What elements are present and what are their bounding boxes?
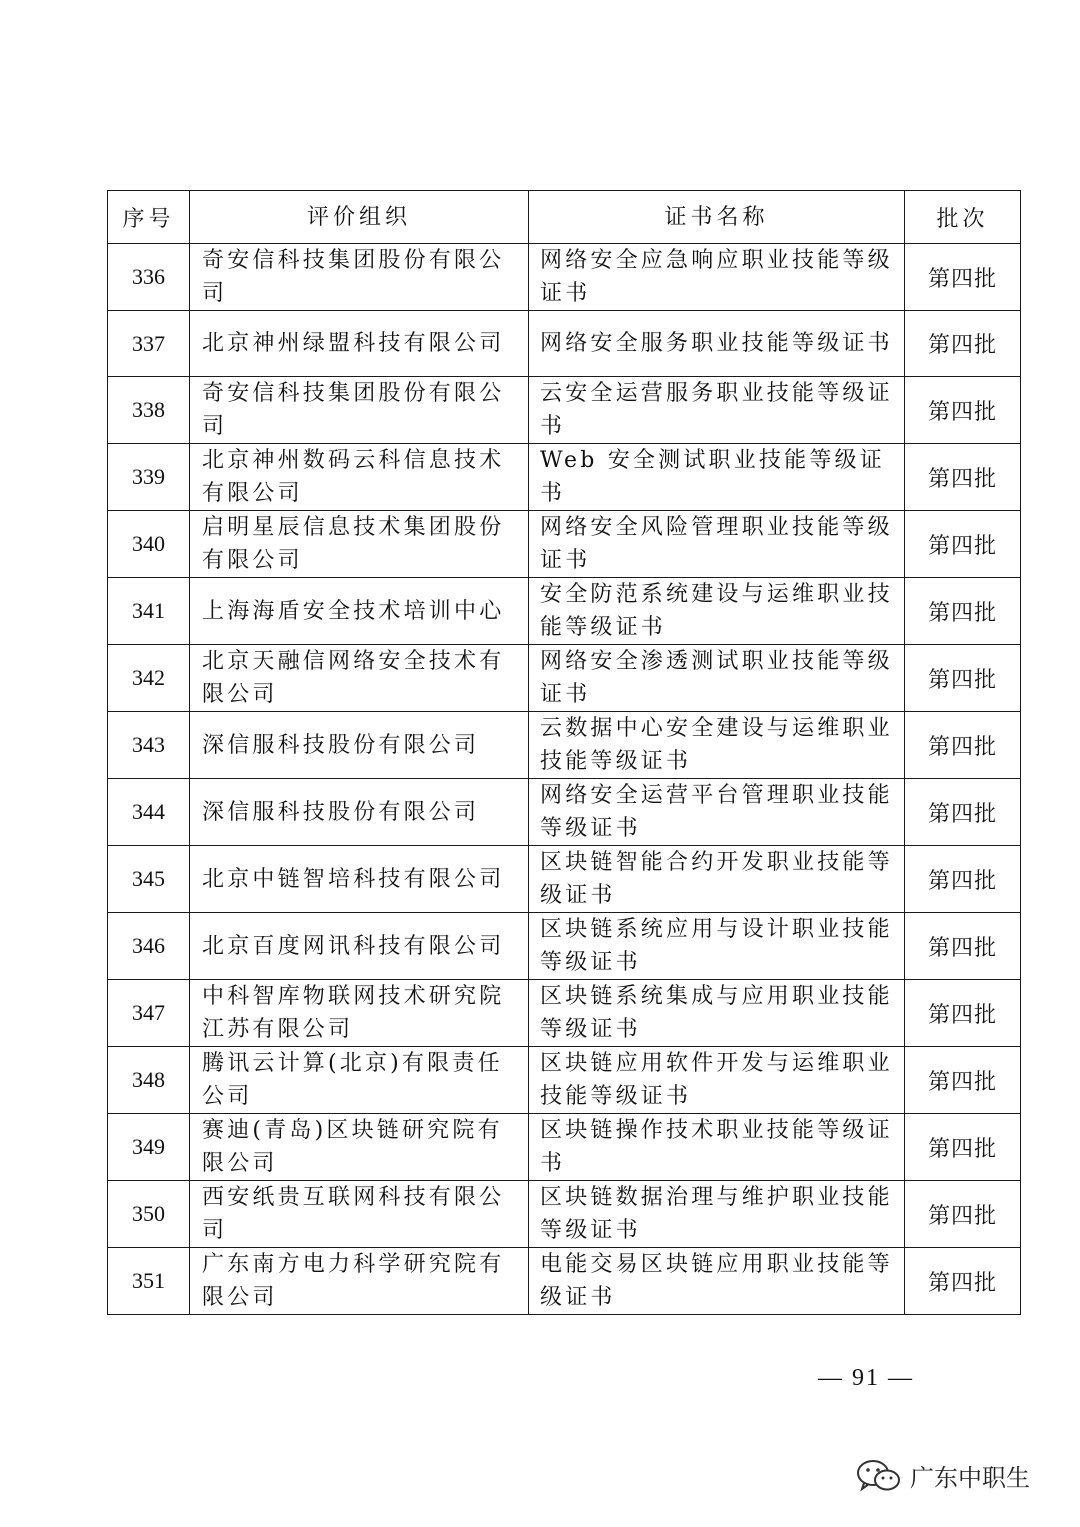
row-organization: 北京神州绿盟科技有限公司 (190, 311, 529, 377)
row-batch: 第四批 (905, 1047, 1021, 1114)
row-certificate: 安全防范系统建设与运维职业技能等级证书 (529, 578, 905, 645)
row-serial-no: 341 (108, 578, 190, 645)
row-serial-no: 339 (108, 444, 190, 511)
row-batch: 第四批 (905, 712, 1021, 779)
header-serial-no: 序号 (108, 191, 190, 244)
row-organization: 上海海盾安全技术培训中心 (190, 578, 529, 645)
row-organization: 广东南方电力科学研究院有限公司 (190, 1248, 529, 1315)
row-serial-no: 337 (108, 311, 190, 377)
row-batch: 第四批 (905, 1181, 1021, 1248)
row-batch: 第四批 (905, 377, 1021, 444)
row-serial-no: 345 (108, 846, 190, 913)
header-batch: 批次 (905, 191, 1021, 244)
row-organization: 北京天融信网络安全技术有限公司 (190, 645, 529, 712)
table-row (108, 1114, 1021, 1181)
row-serial-no: 350 (108, 1181, 190, 1248)
row-serial-no: 351 (108, 1248, 190, 1315)
table-header-row (108, 191, 1021, 244)
row-batch: 第四批 (905, 779, 1021, 846)
row-organization: 深信服科技股份有限公司 (190, 779, 529, 846)
row-batch: 第四批 (905, 980, 1021, 1047)
row-organization: 北京神州数码云科信息技术有限公司 (190, 444, 529, 511)
row-certificate: 区块链应用软件开发与运维职业技能等级证书 (529, 1047, 905, 1114)
watermark (856, 1458, 1030, 1493)
table-row (108, 377, 1021, 444)
header-certificate: 证书名称 (529, 191, 905, 244)
table-row (108, 1248, 1021, 1315)
row-serial-no: 340 (108, 511, 190, 578)
row-batch: 第四批 (905, 444, 1021, 511)
row-batch: 第四批 (905, 645, 1021, 712)
row-serial-no: 338 (108, 377, 190, 444)
row-certificate: 网络安全应急响应职业技能等级证书 (529, 244, 905, 311)
row-certificate: 网络安全服务职业技能等级证书 (529, 311, 905, 377)
table-row (108, 1181, 1021, 1248)
row-serial-no: 346 (108, 913, 190, 980)
table-row (108, 511, 1021, 578)
row-serial-no: 343 (108, 712, 190, 779)
row-organization: 北京中链智培科技有限公司 (190, 846, 529, 913)
row-organization: 北京百度网讯科技有限公司 (190, 913, 529, 980)
row-batch: 第四批 (905, 244, 1021, 311)
row-organization: 腾讯云计算(北京)有限责任公司 (190, 1047, 529, 1114)
row-batch: 第四批 (905, 311, 1021, 377)
row-serial-no: 349 (108, 1114, 190, 1181)
row-certificate: 网络安全风险管理职业技能等级证书 (529, 511, 905, 578)
row-organization: 奇安信科技集团股份有限公司 (190, 244, 529, 311)
table-row (108, 578, 1021, 645)
row-organization: 深信服科技股份有限公司 (190, 712, 529, 779)
row-batch: 第四批 (905, 578, 1021, 645)
row-serial-no: 336 (108, 244, 190, 311)
row-organization: 启明星辰信息技术集团股份有限公司 (190, 511, 529, 578)
header-organization: 评价组织 (190, 191, 529, 244)
table-body (108, 244, 1021, 1315)
row-serial-no: 344 (108, 779, 190, 846)
page-number: — 91 — (818, 1365, 914, 1391)
row-serial-no: 342 (108, 645, 190, 712)
row-certificate: 区块链系统集成与应用职业技能等级证书 (529, 980, 905, 1047)
row-certificate: 云安全运营服务职业技能等级证书 (529, 377, 905, 444)
row-certificate: Web 安全测试职业技能等级证书 (529, 444, 905, 511)
row-serial-no: 347 (108, 980, 190, 1047)
table-row (108, 913, 1021, 980)
table-row (108, 244, 1021, 311)
row-certificate: 区块链系统应用与设计职业技能等级证书 (529, 913, 905, 980)
wechat-icon (856, 1459, 902, 1493)
row-certificate: 网络安全运营平台管理职业技能等级证书 (529, 779, 905, 846)
table-row (108, 980, 1021, 1047)
row-organization: 中科智库物联网技术研究院江苏有限公司 (190, 980, 529, 1047)
row-batch: 第四批 (905, 846, 1021, 913)
row-certificate: 云数据中心安全建设与运维职业技能等级证书 (529, 712, 905, 779)
row-certificate: 区块链智能合约开发职业技能等级证书 (529, 846, 905, 913)
row-batch: 第四批 (905, 913, 1021, 980)
table-row (108, 311, 1021, 377)
row-certificate: 区块链操作技术职业技能等级证书 (529, 1114, 905, 1181)
row-batch: 第四批 (905, 511, 1021, 578)
row-organization: 西安纸贵互联网科技有限公司 (190, 1181, 529, 1248)
row-certificate: 区块链数据治理与维护职业技能等级证书 (529, 1181, 905, 1248)
table-row (108, 779, 1021, 846)
row-organization: 赛迪(青岛)区块链研究院有限公司 (190, 1114, 529, 1181)
row-batch: 第四批 (905, 1114, 1021, 1181)
row-certificate: 电能交易区块链应用职业技能等级证书 (529, 1248, 905, 1315)
row-certificate: 网络安全渗透测试职业技能等级证书 (529, 645, 905, 712)
row-batch: 第四批 (905, 1248, 1021, 1315)
row-serial-no: 348 (108, 1047, 190, 1114)
row-organization: 奇安信科技集团股份有限公司 (190, 377, 529, 444)
certificate-table (107, 190, 1021, 1315)
table-row (108, 645, 1021, 712)
table-row (108, 444, 1021, 511)
table-row (108, 712, 1021, 779)
table-row (108, 846, 1021, 913)
table-row (108, 1047, 1021, 1114)
watermark-text: 广东中职生 (910, 1464, 1030, 1492)
